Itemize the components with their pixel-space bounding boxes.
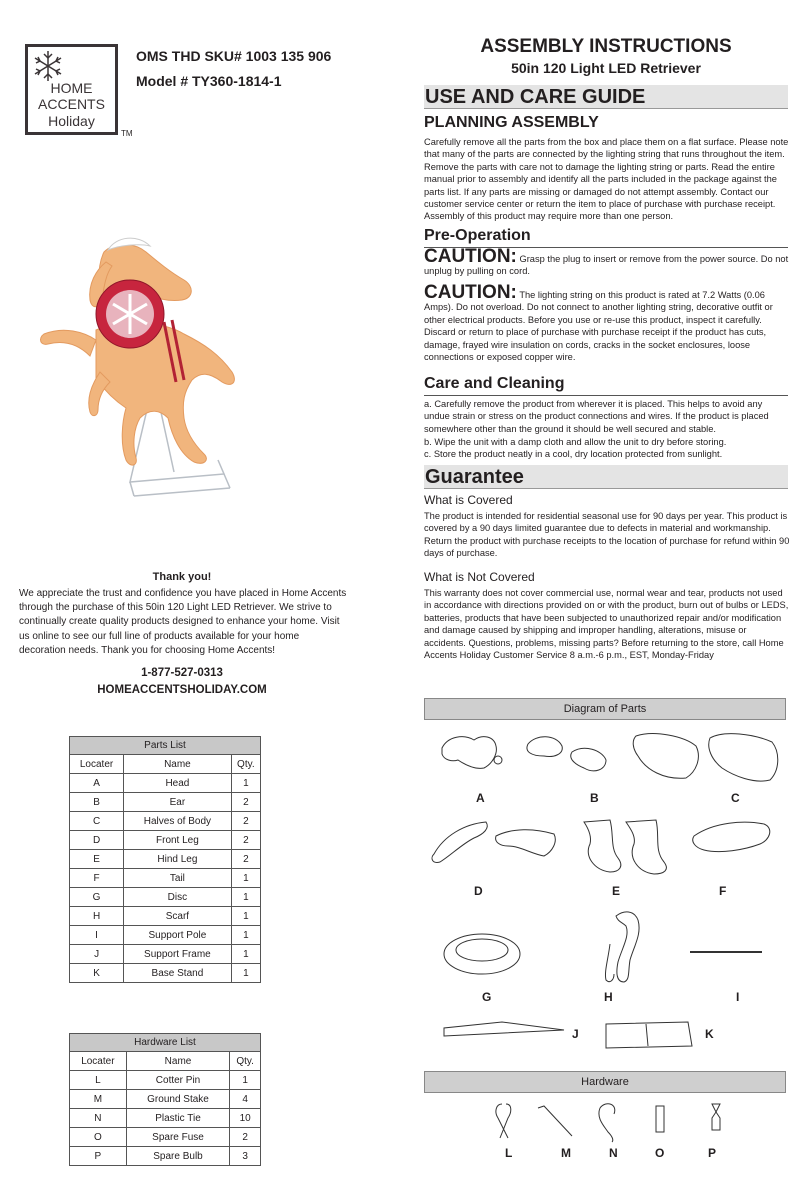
table-row	[70, 1109, 261, 1128]
part-label-b: B	[590, 791, 599, 805]
part-a-hat-pom-shape	[494, 756, 502, 764]
website-url: HOMEACCENTSHOLIDAY.COM	[97, 684, 267, 696]
qty-cell: 1	[231, 774, 260, 793]
snowflake-icon	[30, 49, 66, 83]
locater-cell: L	[70, 1071, 127, 1090]
part-h-scarf-end-shape	[605, 944, 614, 982]
what-is-not-covered-heading: What is Not Covered	[424, 570, 535, 584]
planning-assembly-heading: PLANNING ASSEMBLY	[424, 114, 599, 131]
table-row	[70, 774, 261, 793]
part-e-hind-leg-shape	[626, 820, 666, 874]
guarantee-heading: Guarantee	[424, 465, 788, 489]
hardware-label-p: P	[708, 1146, 717, 1160]
table-row	[70, 945, 261, 964]
part-e-hind-leg-shape	[584, 820, 621, 872]
hardware-label-m: M	[561, 1146, 571, 1160]
what-is-covered-heading: What is Covered	[424, 493, 513, 507]
what-is-covered-body: The product is intended for residential seasonal use for 90 days per year. This product is covered by a 90 days limited guarantee due to defects in material and workmanship. Return the product with purchase receipts to the location of purchase for refund within 90 days of purchase.	[424, 511, 790, 559]
column-header: Locater	[70, 1052, 127, 1071]
qty-cell: 2	[231, 831, 260, 850]
locater-cell: B	[70, 793, 124, 812]
parts-list-caption: Parts List	[70, 737, 261, 755]
hardware-label-n: N	[609, 1146, 618, 1160]
name-cell: Ground Stake	[126, 1090, 230, 1109]
assembly-instructions-title: ASSEMBLY INSTRUCTIONS	[480, 36, 732, 57]
trademark-mark: TM	[121, 129, 133, 138]
locater-cell: D	[70, 831, 124, 850]
hardware-label-o: O	[655, 1146, 665, 1160]
name-cell: Support Frame	[124, 945, 232, 964]
parts-list-table	[69, 736, 261, 983]
part-k-base-shape	[606, 1022, 692, 1048]
qty-cell: 1	[231, 964, 260, 983]
qty-cell: 1	[231, 869, 260, 888]
hardware-diagram	[424, 1096, 788, 1146]
table-row	[70, 812, 261, 831]
table-row	[70, 907, 261, 926]
part-label-k: K	[705, 1027, 714, 1041]
product-subtitle: 50in 120 Light LED Retriever	[511, 60, 701, 76]
logo-line-accents: ACCENTS	[38, 96, 105, 112]
qty-cell: 4	[230, 1090, 261, 1109]
part-g-disc-shape	[444, 934, 520, 974]
name-cell: Base Stand	[124, 964, 232, 983]
locater-cell: A	[70, 774, 124, 793]
part-g-disc-inner-shape	[456, 939, 508, 961]
name-cell: Halves of Body	[124, 812, 232, 831]
table-row	[70, 964, 261, 983]
name-cell: Support Pole	[124, 926, 232, 945]
part-c-body-shape	[633, 734, 698, 779]
qty-cell: 2	[231, 812, 260, 831]
sku-number: OMS THD SKU# 1003 135 906	[136, 48, 332, 64]
hardware-label-l: L	[505, 1146, 513, 1160]
spare-bulb-shape	[712, 1104, 720, 1130]
table-row	[70, 793, 261, 812]
logo-line-home: HOME	[50, 80, 93, 96]
locater-cell: G	[70, 888, 124, 907]
qty-cell: 1	[230, 1071, 261, 1090]
locater-cell: H	[70, 907, 124, 926]
diagram-of-parts-header: Diagram of Parts	[424, 698, 786, 720]
name-cell: Plastic Tie	[126, 1109, 230, 1128]
hardware-list-table	[69, 1033, 261, 1166]
qty-cell: 1	[231, 945, 260, 964]
part-label-g: G	[482, 990, 492, 1004]
table-row	[70, 831, 261, 850]
table-row	[70, 1128, 261, 1147]
table-row	[70, 869, 261, 888]
locater-cell: N	[70, 1109, 127, 1128]
planning-assembly-body: Carefully remove all the parts from the box and place them on a flat surface. Please note that many of the parts are connected by the lighting string that runs throughout the item. Remove the parts with care not to damage the lighting string or parts. Read the entire manual prior to assembly and identify all the parts included in the package against the parts list. If any parts are missing or damaged do not attempt assembly. Contact our customer service center or return the item to place of purchase with purchase receipt. Assembly of this product may require more than one person.	[424, 137, 789, 222]
column-header: Locater	[70, 755, 124, 774]
section-divider	[424, 395, 788, 396]
qty-cell: 10	[230, 1109, 261, 1128]
care-b: b. Wipe the unit with a damp cloth and allow the unit to dry before storing.	[424, 437, 727, 447]
hardware-list-caption: Hardware List	[70, 1034, 261, 1052]
caution-label: CAUTION:	[424, 246, 517, 267]
name-cell: Front Leg	[124, 831, 232, 850]
part-j-frame-shape	[444, 1022, 564, 1036]
qty-cell: 3	[230, 1147, 261, 1166]
qty-cell: 2	[231, 793, 260, 812]
part-label-f: F	[719, 884, 727, 898]
care-c: c. Store the product neatly in a cool, dry location protected from sunlight.	[424, 449, 723, 459]
table-row	[70, 1147, 261, 1166]
part-b-ear-shape	[527, 737, 562, 757]
qty-cell: 2	[231, 850, 260, 869]
column-header: Qty.	[230, 1052, 261, 1071]
name-cell: Cotter Pin	[126, 1071, 230, 1090]
part-h-scarf-shape	[616, 912, 639, 982]
care-and-cleaning-heading: Care and Cleaning	[424, 375, 565, 392]
caution-1-text: Grasp the plug to insert or remove from the power source. Do not unplug by pulling on cord.	[424, 254, 789, 277]
what-is-not-covered-body: This warranty does not cover commercial use, normal wear and tear, products not used in accordance with directions provided on or with the product, burn out of bulbs or LEDS, batteries, products that have been subjected to unauthorized repair and/or modification and damage caused by shipping and improper handling, alterations, misuse or accidents. Questions, problems, missing parts? Before returning to the store, call Home Accents Holiday Customer Service 8 a.m.-6 p.m., EST, Monday-Friday	[424, 588, 789, 661]
part-a-head-shape	[442, 737, 496, 769]
ground-stake-shape	[538, 1106, 572, 1136]
spare-fuse-shape	[656, 1106, 664, 1132]
part-f-tail-shape	[693, 822, 770, 851]
use-and-care-guide-heading: USE AND CARE GUIDE	[424, 85, 788, 109]
qty-cell: 1	[231, 926, 260, 945]
locater-cell: O	[70, 1128, 127, 1147]
caution-label: CAUTION:	[424, 282, 517, 303]
qty-cell: 1	[231, 907, 260, 926]
name-cell: Head	[124, 774, 232, 793]
column-header: Qty.	[231, 755, 260, 774]
hardware-header: Hardware	[424, 1071, 786, 1093]
table-row	[70, 1071, 261, 1090]
plastic-tie-shape	[599, 1104, 615, 1142]
customer-service-phone: 1-877-527-0313	[141, 667, 223, 679]
part-label-d: D	[474, 884, 483, 898]
table-row	[70, 888, 261, 907]
name-cell: Scarf	[124, 907, 232, 926]
locater-cell: K	[70, 964, 124, 983]
dog-body-shape	[41, 245, 235, 466]
part-k-base-divider-shape	[646, 1024, 648, 1046]
retriever-product-image	[34, 222, 244, 512]
locater-cell: J	[70, 945, 124, 964]
name-cell: Spare Bulb	[126, 1147, 230, 1166]
cotter-pin-shape	[496, 1104, 511, 1138]
part-d-front-leg-shape	[496, 830, 556, 856]
name-cell: Disc	[124, 888, 232, 907]
part-label-e: E	[612, 884, 621, 898]
name-cell: Spare Fuse	[126, 1128, 230, 1147]
name-cell: Hind Leg	[124, 850, 232, 869]
part-label-j: J	[572, 1027, 579, 1041]
part-label-h: H	[604, 990, 613, 1004]
qty-cell: 1	[231, 888, 260, 907]
thanks-title: Thank you!	[152, 571, 212, 583]
caution-1	[424, 246, 790, 278]
part-label-c: C	[731, 791, 740, 805]
name-cell: Tail	[124, 869, 232, 888]
logo-line-holiday: Holiday	[48, 113, 95, 129]
locater-cell: C	[70, 812, 124, 831]
part-c-body-shape	[709, 734, 778, 781]
table-row	[70, 1090, 261, 1109]
locater-cell: M	[70, 1090, 127, 1109]
part-d-front-leg-shape	[432, 822, 487, 862]
table-row	[70, 850, 261, 869]
pre-operation-heading: Pre-Operation	[424, 227, 531, 244]
part-label-i: I	[736, 990, 740, 1004]
part-b-ear-shape	[571, 748, 606, 771]
caution-2	[424, 282, 790, 363]
thanks-body: We appreciate the trust and confidence you have placed in Home Accents through the purchase of this 50in 120 Light LED Retriever. We strive to continually create quality products designed to enhance your home. Visit us online to see our full line of products available for your home decoration needs. Thank you for choosing Home Accents!	[19, 588, 347, 656]
table-row	[70, 926, 261, 945]
model-number: Model # TY360-1814-1	[136, 73, 282, 89]
qty-cell: 2	[230, 1128, 261, 1147]
caution-2-text: The lighting string on this product is rated at 7.2 Watts (0.06 Amps). Do not overload. Do not connect to another lighting string, decorative outfit or other electrical products. Before you use or re-use this product, inspect it carefully. Discard or return to place of purchase with purchase receipt if the product has cuts, damage, frayed wire insulation on cords, cracks in the socket enclosures, loose connections or exposed copper wire.	[424, 290, 773, 363]
locater-cell: I	[70, 926, 124, 945]
column-header: Name	[124, 755, 232, 774]
locater-cell: E	[70, 850, 124, 869]
home-accents-logo	[25, 44, 118, 135]
name-cell: Ear	[124, 793, 232, 812]
locater-cell: F	[70, 869, 124, 888]
part-label-a: A	[476, 791, 485, 805]
column-header: Name	[126, 1052, 230, 1071]
disc-shape	[96, 280, 164, 348]
care-a: a. Carefully remove the product from wherever it is placed. This helps to avoid any undue strain or stress on the product connections and wires. If the product is placed somewhere other than the ground it should be well secured and stable.	[424, 399, 769, 434]
locater-cell: P	[70, 1147, 127, 1166]
